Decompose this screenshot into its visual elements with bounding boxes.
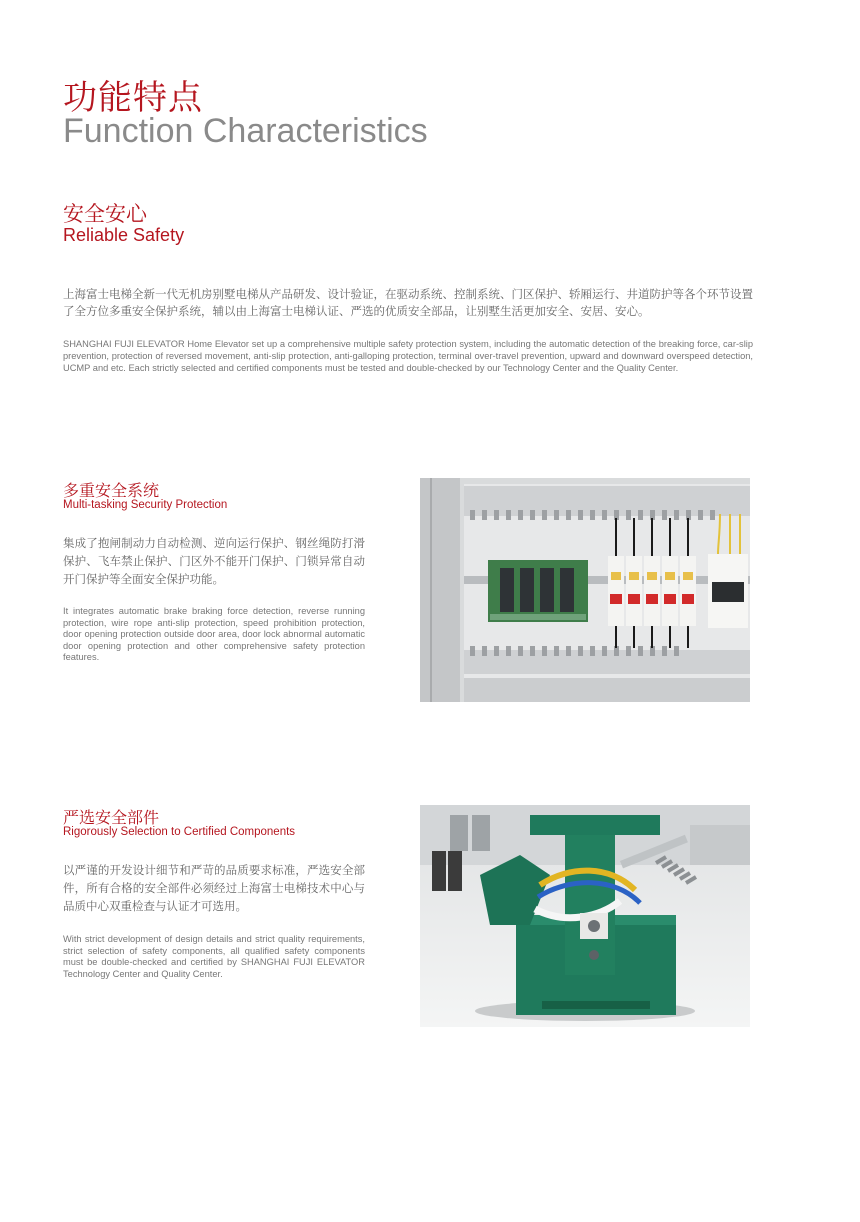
safety-body-cn: 上海富士电梯全新一代无机房别墅电梯从产品研发、设计验证，在驱动系统、控制系统、门区保护、轿厢运行、井道防护等各个环节设置了全方位多重安全保护系统，辅以由上海富士电梯认证、严选的优质安全部品，让别墅生活更加安全、安居、安心。 <box>63 287 753 318</box>
section-1-body-en: It integrates automatic brake braking force detection, reverse running protection, wire rope anti-slip protection, speed prohibition protection, door opening protection outside door area, door lock abnormal automatic door opening protection and other comprehensive safety protection features. <box>63 606 365 662</box>
section-1-body-cn: 集成了抱闸制动力自动检测、逆向运行保护、钢丝绳防打滑保护、飞车禁止保护、门区外不能开门保护、门锁异常自动开门保护等全面安全保护功能。 <box>63 536 365 586</box>
safety-gear-photo <box>420 805 750 1027</box>
section-2-heading-cn: 严选安全部件 <box>63 808 160 827</box>
section-1-heading-en: Multi-tasking Security Protection <box>63 499 228 511</box>
control-cabinet-photo <box>420 478 750 702</box>
page-title-cn: 功能特点 <box>63 78 203 118</box>
safety-heading-en: Reliable Safety <box>63 225 185 245</box>
safety-body-en: SHANGHAI FUJI ELEVATOR Home Elevator set up a comprehensive multiple safety protection system, including the automatic detection of the breaking force, car-slip prevention, protection of reversed movement, anti-slip protection, anti-galloping protection, terminal over-travel prevention, upward and downward overspeed detection, UCMP and etc. Each strictly selected and certified components must be tested and double-checked by our Technology Center and the Quality Center. <box>63 339 753 373</box>
section-2-heading-en: Rigorously Selection to Certified Components <box>63 826 296 838</box>
page-title-en: Function Characteristics <box>63 112 428 150</box>
section-2-body-cn: 以严谨的开发设计细节和严苛的品质要求标准，严选安全部件，所有合格的安全部件必须经过上海富士电梯技术中心与品质中心双重检查与认证才可选用。 <box>63 863 365 913</box>
safety-heading-cn: 安全安心 <box>63 202 147 226</box>
section-2-body-en: With strict development of design details and strict quality requirements, strict selection of safety components, all qualified safety components must be double-checked and certified by SHANGHAI FUJI ELEVATOR Technology Center and Quality Center. <box>63 934 365 979</box>
section-1-heading-cn: 多重安全系统 <box>63 481 160 500</box>
